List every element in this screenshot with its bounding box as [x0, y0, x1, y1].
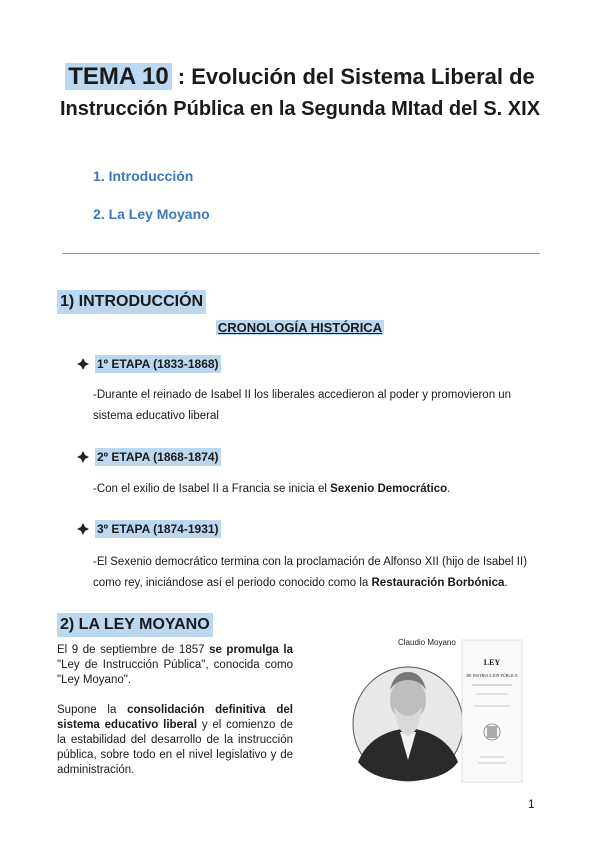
etapa-3-text-pre: -El Sexenio democrático termina con la proclamación de Alfonso XII (hijo de Isabel II) como rey, iniciándose así el periodo conocido como la [93, 556, 528, 589]
etapa-1-label: 1º ETAPA (1833-1868) [97, 357, 219, 371]
subtitle-cronologia [0, 318, 600, 338]
etapa-2-text-post: . [447, 483, 451, 495]
diamond-bullet-icon [77, 523, 89, 535]
etapa-2-label: 2º ETAPA (1868-1874) [97, 450, 219, 464]
page-number: 1 [528, 797, 535, 811]
etapa-3-text [93, 552, 533, 594]
ley-p1-post: "Ley de Instrucción Pública", conocida como "Ley Moyano". [57, 659, 293, 686]
law-doc-subtitle: DE INSTRUCCION PÚBLICA [466, 673, 518, 678]
etapa-3-text-bold: Restauración Borbónica [371, 577, 505, 589]
etapa-1-text: -Durante el reinado de Isabel II los liberales accedieron al poder y promovieron un sistema educativo liberal [93, 389, 512, 422]
section-heading-introduccion: 1) INTRODUCCIÓN [57, 290, 206, 314]
etapa-3-text-post: . [504, 577, 508, 589]
ley-p1-bold: se promulga la [209, 644, 293, 656]
toc-item-introduccion[interactable]: 1. Introducción [93, 168, 194, 184]
law-doc-title: LEY [483, 658, 501, 667]
subtitle-text: CRONOLOGÍA HISTÓRICA [217, 320, 383, 335]
etapa-2 [77, 448, 221, 466]
title-line1-rest: Evolución del Sistema Liberal de [191, 64, 535, 89]
figure-caption: Claudio Moyano [398, 638, 456, 647]
ley-p2-pre: Supone la [57, 704, 128, 716]
diamond-bullet-icon [77, 358, 89, 370]
moyano-figure [350, 632, 525, 787]
etapa-2-text [93, 479, 533, 500]
title-separator: : [171, 64, 192, 89]
etapa-2-text-bold: Sexenio Democrático [330, 483, 448, 495]
document-title-line1 [0, 60, 600, 94]
diamond-bullet-icon [77, 451, 89, 463]
etapa-2-text-pre: -Con el exilio de Isabel II a Francia se inicia el [93, 483, 331, 495]
etapa-1 [77, 355, 221, 373]
divider [62, 253, 540, 254]
ley-p2-post: y el comienzo de la estabilidad del desarrollo de la instrucción pública, sobre todo en el nivel legislativo y de administración. [57, 719, 293, 776]
etapa-3-label: 3º ETAPA (1874-1931) [97, 522, 219, 536]
tema-label: TEMA 10 [65, 63, 171, 90]
ley-p2-bold: consolidación definitiva del sistema educativo liberal [57, 704, 293, 731]
toc-item-ley-moyano[interactable]: 2. La Ley Moyano [93, 206, 210, 222]
ley-paragraph-2 [57, 703, 293, 778]
ley-paragraph-1 [57, 643, 293, 688]
moyano-portrait-image [350, 632, 525, 787]
document-title-line2: Instrucción Pública en la Segunda MItad del S. XIX [59, 98, 541, 120]
ley-p1-pre: El 9 de septiembre de 1857 [57, 644, 210, 656]
section-heading-ley-moyano: 2) LA LEY MOYANO [57, 613, 213, 637]
etapa-3 [77, 520, 221, 538]
